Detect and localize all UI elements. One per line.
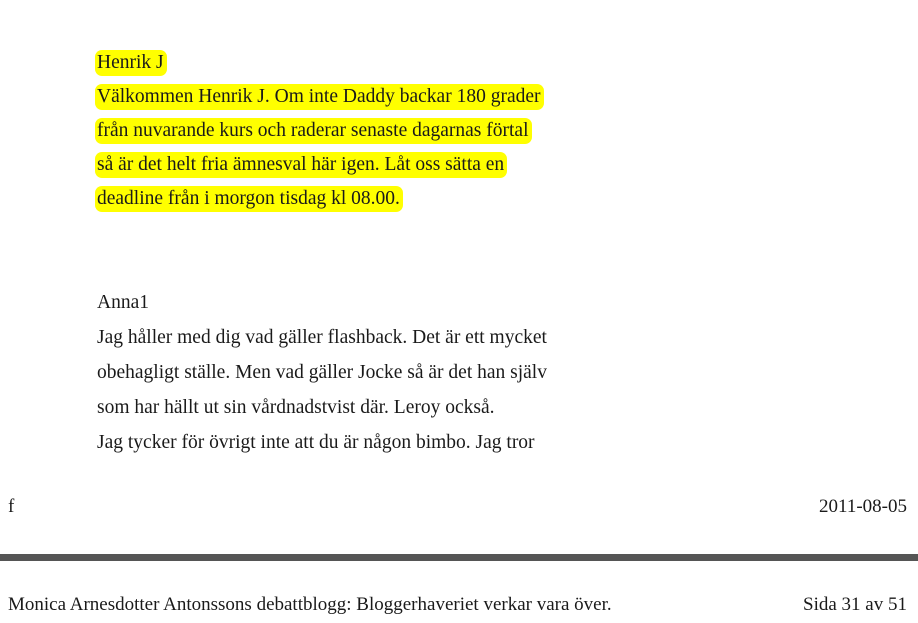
footer-divider [0,554,918,561]
footer-date: 2011-08-05 [819,496,907,517]
blog-title: Monica Arnesdotter Antonssons debattblogg: Bloggerhaveriet verkar vara över. [8,594,612,615]
comment-line: Välkommen Henrik J. Om inte Daddy backar 180 grader [95,84,544,110]
comment-author: Anna1 [97,292,149,313]
comment-line: så är det helt fria ämnesval här igen. Låt oss sätta en [95,152,507,178]
comment-line: deadline från i morgon tisdag kl 08.00. [95,186,403,212]
comment-line: obehagligt ställe. Men vad gäller Jocke så är det han själv [97,362,547,383]
footer-left-mark: f [8,496,15,517]
comment-line: Jag tycker för övrigt inte att du är någon bimbo. Jag tror [97,432,535,453]
comment-line: Jag håller med dig vad gäller flashback. Det är ett mycket [97,327,547,348]
comment-line: från nuvarande kurs och raderar senaste dagarnas förtal [95,118,532,144]
comment-anna1 [97,285,547,460]
page-number: Sida 31 av 51 [803,594,907,615]
comment-line: som har hällt ut sin vårdnadstvist där. Leroy också. [97,397,495,418]
comment-henrik [97,46,544,216]
comment-author: Henrik J [95,50,167,76]
